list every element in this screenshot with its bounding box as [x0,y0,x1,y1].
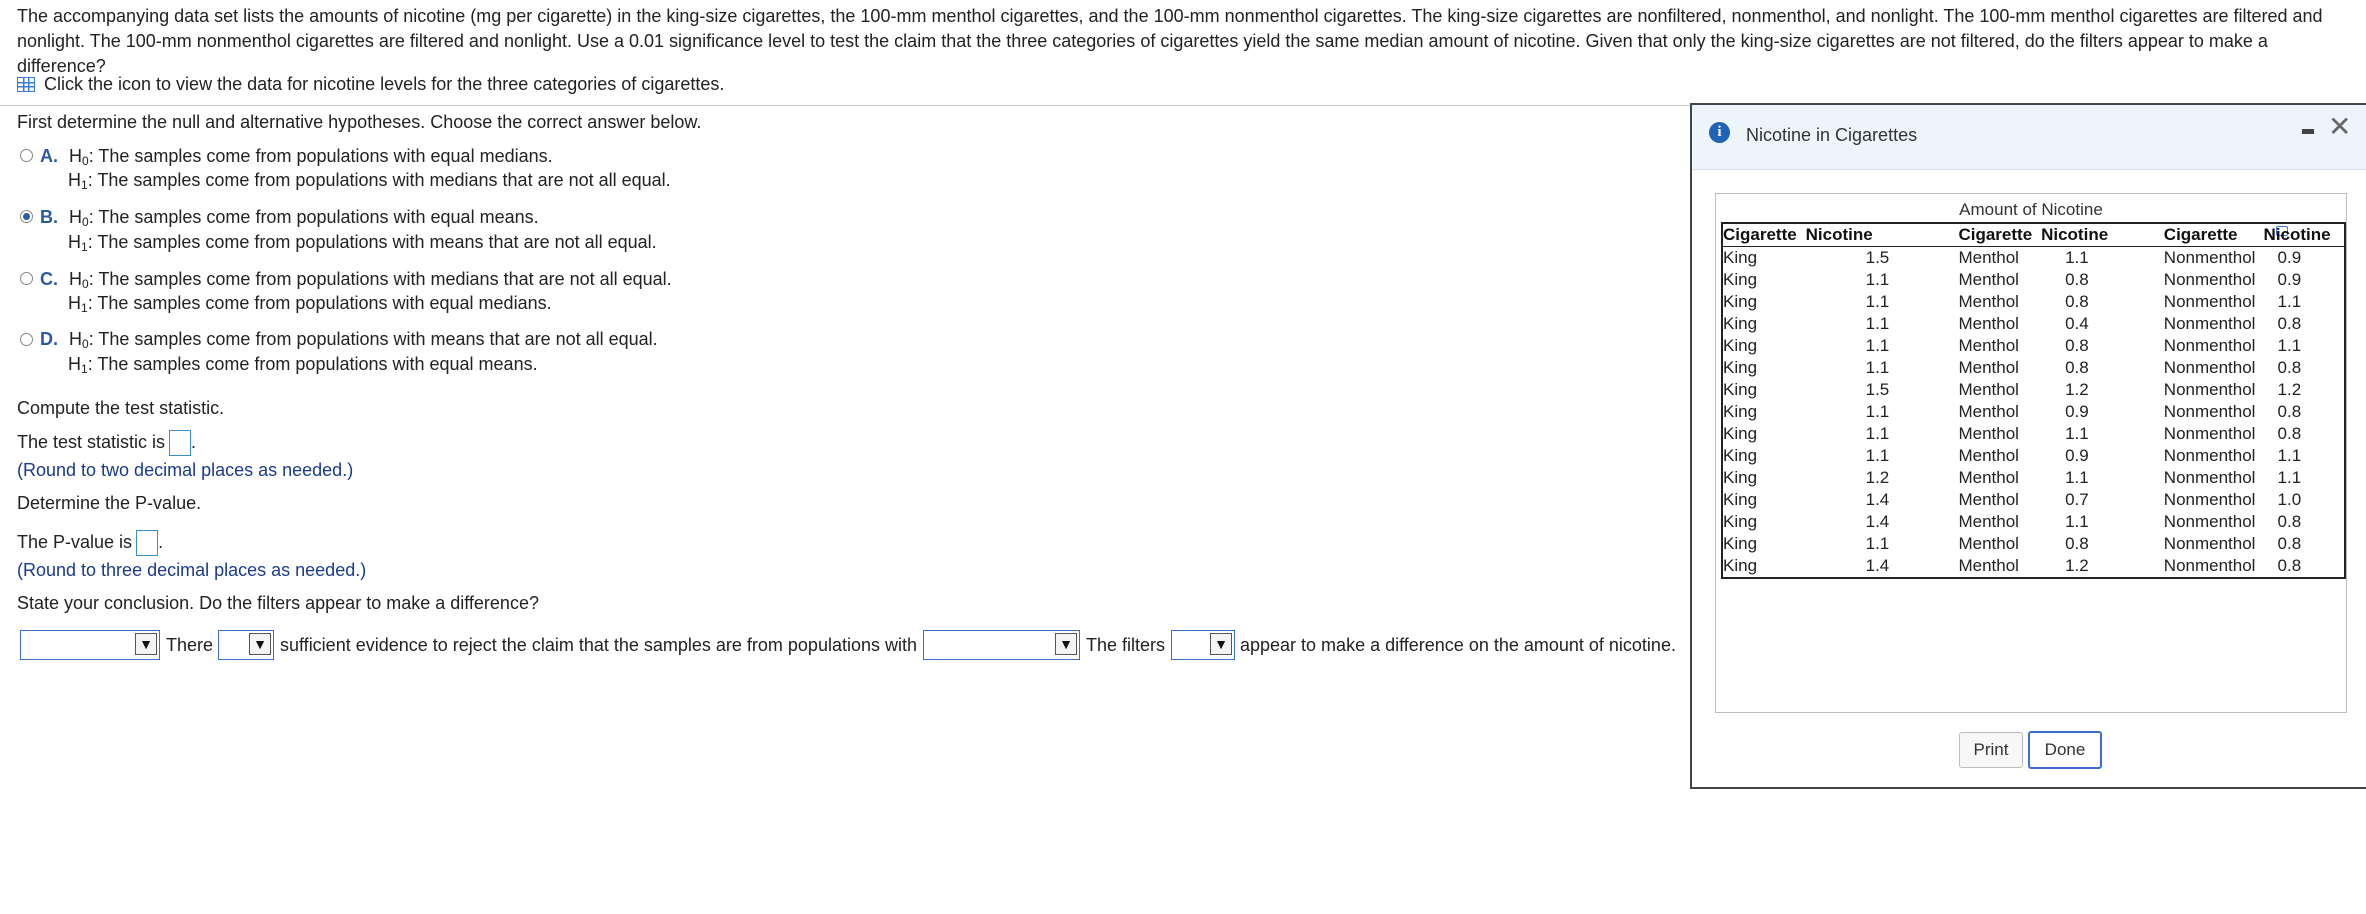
table-row [1722,445,2345,467]
table-cell: 0.9 [2277,270,2302,289]
pvalue-row: The P-value is . [17,530,163,556]
table-title: Amount of Nicotine [1959,200,2103,219]
table-cell: Nonmenthol [2163,468,2256,487]
divider [0,105,1690,106]
close-icon[interactable]: ✕ [2328,111,2352,142]
radio-option-b[interactable] [20,210,33,223]
modal-title: Nicotine in Cigarettes [1746,125,1918,145]
column-header: Cigarette [2164,223,2264,247]
table-cell: 0.8 [2065,292,2089,311]
table-cell: 0.8 [2277,512,2302,531]
data-link-text: Click the icon to view the data for nicotine levels for the three categories of cigarettes. [44,74,725,94]
table-row [1722,511,2345,533]
h0-symbol: $H_0$ [69,207,89,229]
table-row [1722,291,2345,313]
test-stat-input[interactable] [169,430,191,456]
option-a-letter: A. [40,146,58,166]
table-cell: Menthol [1958,336,2019,355]
table-cell: 1.1 [2065,468,2089,487]
dropdown-arrow-icon[interactable]: ▼ [249,633,271,655]
table-row [1722,467,2345,489]
table-cell: 1.1 [2277,446,2302,465]
table-cell: 1.2 [2277,380,2302,399]
table-cell: 1.1 [1865,358,1890,377]
table-row [1722,379,2345,401]
table-cell: 0.8 [2065,534,2089,553]
conclusion-text-3: The filters [1086,635,1166,655]
test-stat-hint: (Round to two decimal places as needed.) [17,460,354,480]
table-cell: Menthol [1958,292,2019,311]
table-cell: 1.1 [1865,424,1890,443]
table-cell: King [1723,292,1758,311]
table-cell: 1.2 [2065,380,2089,399]
table-cell: King [1723,270,1758,289]
table-header-row [1722,223,2345,247]
table-cell: 1.1 [1865,446,1890,465]
table-cell: Nonmenthol [2163,556,2256,575]
table-cell: King [1723,490,1758,509]
table-cell: King [1723,380,1758,399]
table-cell: 0.8 [2277,402,2302,421]
option-c-h0-text: : The samples come from populations with medians that are not all equal. [88,269,672,289]
table-cell: 0.8 [2277,534,2302,553]
table-cell: Menthol [1958,402,2019,421]
table-cell: King [1723,512,1758,531]
table-cell: 1.1 [1865,270,1890,289]
table-cell: 1.4 [1865,512,1890,531]
pvalue-prompt: Determine the P-value. [17,493,202,513]
h0-symbol: $H_0$ [69,269,89,291]
conclusion-prompt: State your conclusion. Do the filters appear to make a difference? [17,593,539,613]
problem-statement: The accompanying data set lists the amounts of nicotine (mg per cigarette) in the king-size cigarettes, the 100-mm menthol cigarettes, and the 100-mm nonmenthol cigarettes. The king-size cigarettes are nonfiltered, nonmenthol, and nonlight. The 100-mm menthol cigarettes are filtered and nonlight. The 100-mm nonmenthol cigarettes are filtered and nonlight. Use a 0.01 significance level to test the claim that the three categories of cigarettes yield the same median amount of nicotine. Given that only the king-size cigarettes are not filtered, do the filters appear to make a difference? [17,6,2323,76]
table-cell: Nonmenthol [2163,446,2256,465]
radio-option-c[interactable] [20,272,33,285]
option-d-h1 [68,352,538,381]
minimize-icon[interactable] [2302,129,2314,134]
table-cell: 0.8 [2277,358,2302,377]
table-cell: 1.1 [1865,336,1890,355]
option-d-h1-text: : The samples come from populations with equal means. [87,354,538,374]
pvalue-input[interactable] [136,530,158,556]
conclusion-text-4: appear to make a difference on the amount of nicotine. [1240,635,1676,655]
option-b-h1-text: : The samples come from populations with means that are not all equal. [87,232,657,252]
conclusion-text-1: There [166,635,214,655]
column-header: Nicotine [2041,223,2164,247]
table-cell: 0.8 [2065,336,2089,355]
column-header: Cigarette [1958,223,2041,247]
data-modal [1690,103,2366,789]
table-cell: King [1723,556,1758,575]
dropdown-arrow-icon[interactable]: ▼ [135,633,157,655]
conclusion-dropdown-1[interactable] [20,630,160,660]
table-cell: 0.8 [2277,424,2302,443]
table-row [1722,357,2345,379]
table-cell: 1.2 [1865,468,1890,487]
dropdown-arrow-icon[interactable]: ▼ [1210,633,1232,655]
column-header: Cigarette [1722,223,1806,247]
table-cell: King [1723,248,1758,267]
table-cell: 1.2 [2065,556,2089,575]
table-cell: 1.5 [1865,380,1890,399]
dropdown-arrow-icon[interactable]: ▼ [1055,633,1077,655]
table-row [1722,313,2345,335]
table-cell: Menthol [1958,358,2019,377]
table-cell: King [1723,468,1758,487]
table-cell: 1.1 [2065,424,2089,443]
radio-option-a[interactable] [20,149,33,162]
modal-header[interactable] [1692,105,2366,170]
conclusion-dropdown-3[interactable] [923,630,1080,660]
table-cell: Menthol [1958,248,2019,267]
table-cell: 1.1 [2277,292,2302,311]
radio-option-d[interactable] [20,333,33,346]
table-cell: King [1723,358,1758,377]
table-cell: 1.1 [1865,402,1890,421]
table-cell: 1.1 [1865,534,1890,553]
table-cell: Nonmenthol [2163,336,2256,355]
h1-symbol: $H_1$ [68,354,88,376]
column-header: Nicotine [1806,223,1959,247]
table-cell: Nonmenthol [2163,248,2256,267]
option-b-letter: B. [40,207,58,227]
option-b-h0-text: : The samples come from populations with equal means. [88,207,539,227]
table-cell: 0.9 [2065,446,2089,465]
conclusion-text-2: sufficient evidence to reject the claim that the samples are from populations with [280,635,917,655]
table-cell: Nonmenthol [2163,270,2256,289]
option-a-h1-text: : The samples come from populations with medians that are not all equal. [87,170,671,190]
table-cell: 0.8 [2065,270,2089,289]
table-cell: Nonmenthol [2163,380,2256,399]
table-cell: Nonmenthol [2163,292,2256,311]
table-row [1722,401,2345,423]
table-cell: Menthol [1958,446,2019,465]
test-stat-prompt: Compute the test statistic. [17,398,225,418]
option-c-letter: C. [40,269,58,289]
table-cell: Nonmenthol [2163,490,2256,509]
table-cell: Menthol [1958,512,2019,531]
option-a-h1 [68,168,671,197]
info-icon: i [1709,122,1730,143]
table-cell: Menthol [1958,556,2019,575]
table-cell: 1.4 [1865,556,1890,575]
table-cell: 1.1 [2277,336,2302,355]
table-cell: 0.4 [2065,314,2089,333]
conclusion-dropdown-2[interactable] [218,630,274,660]
table-cell: Menthol [1958,534,2019,553]
option-c-h1 [68,291,552,320]
table-row [1722,335,2345,357]
table-cell: Menthol [1958,490,2019,509]
pvalue-hint: (Round to three decimal places as needed.) [17,560,367,580]
done-button[interactable]: Done [2028,731,2102,769]
table-cell: Menthol [1958,380,2019,399]
table-row [1722,555,2345,578]
table-cell: Nonmenthol [2163,534,2256,553]
h1-symbol: $H_1$ [68,293,88,315]
test-stat-row: The test statistic is . [17,430,196,456]
test-stat-label: The test statistic is [17,432,166,452]
nicotine-table [1721,222,2346,579]
table-cell: Nonmenthol [2163,358,2256,377]
pvalue-label: The P-value is [17,532,133,552]
h1-symbol: $H_1$ [68,170,88,192]
table-cell: 1.4 [1865,490,1890,509]
table-row [1722,533,2345,555]
table-cell: King [1723,424,1758,443]
option-d-h0-text: : The samples come from populations with means that are not all equal. [88,329,658,349]
option-d-letter: D. [40,329,58,349]
table-cell: Menthol [1958,314,2019,333]
table-cell: 0.9 [2277,248,2302,267]
table-row [1722,269,2345,291]
conclusion-dropdown-4[interactable] [1171,630,1235,660]
table-cell: 0.8 [2277,556,2302,575]
table-cell: King [1723,314,1758,333]
h1-symbol: $H_1$ [68,232,88,254]
table-row [1722,423,2345,445]
table-cell: 1.0 [2277,490,2302,509]
table-panel [1715,193,2347,713]
table-cell: King [1723,336,1758,355]
option-a-h0-text: : The samples come from populations with equal medians. [88,146,553,166]
table-cell: 1.1 [2277,468,2302,487]
table-cell: Menthol [1958,270,2019,289]
option-b-h1 [68,230,657,259]
hypotheses-prompt: First determine the null and alternative hypotheses. Choose the correct answer below. [17,112,702,132]
table-row [1722,247,2345,270]
h0-symbol: $H_0$ [69,146,89,168]
h0-symbol: $H_0$ [69,329,89,351]
table-cell: Nonmenthol [2163,314,2256,333]
table-cell: 0.9 [2065,402,2089,421]
table-cell: Nonmenthol [2163,512,2256,531]
table-cell: King [1723,446,1758,465]
table-row [1722,489,2345,511]
table-cell: 1.1 [2065,512,2089,531]
table-cell: 1.5 [1865,248,1890,267]
table-cell: 1.1 [2065,248,2089,267]
table-cell: 0.8 [2277,314,2302,333]
print-button[interactable]: Print [1959,732,2023,768]
table-icon[interactable] [17,77,35,92]
table-cell: Menthol [1958,468,2019,487]
table-cell: 1.1 [1865,292,1890,311]
table-cell: Nonmenthol [2163,402,2256,421]
table-cell: King [1723,402,1758,421]
option-c-h1-text: : The samples come from populations with equal medians. [87,293,552,313]
table-cell: 0.8 [2065,358,2089,377]
column-header: Nicotine [2264,223,2345,247]
table-cell: King [1723,534,1758,553]
table-cell: Nonmenthol [2163,424,2256,443]
table-cell: 0.7 [2065,490,2089,509]
data-link-row[interactable] [17,72,724,96]
table-cell: Menthol [1958,424,2019,443]
table-cell: 1.1 [1865,314,1890,333]
